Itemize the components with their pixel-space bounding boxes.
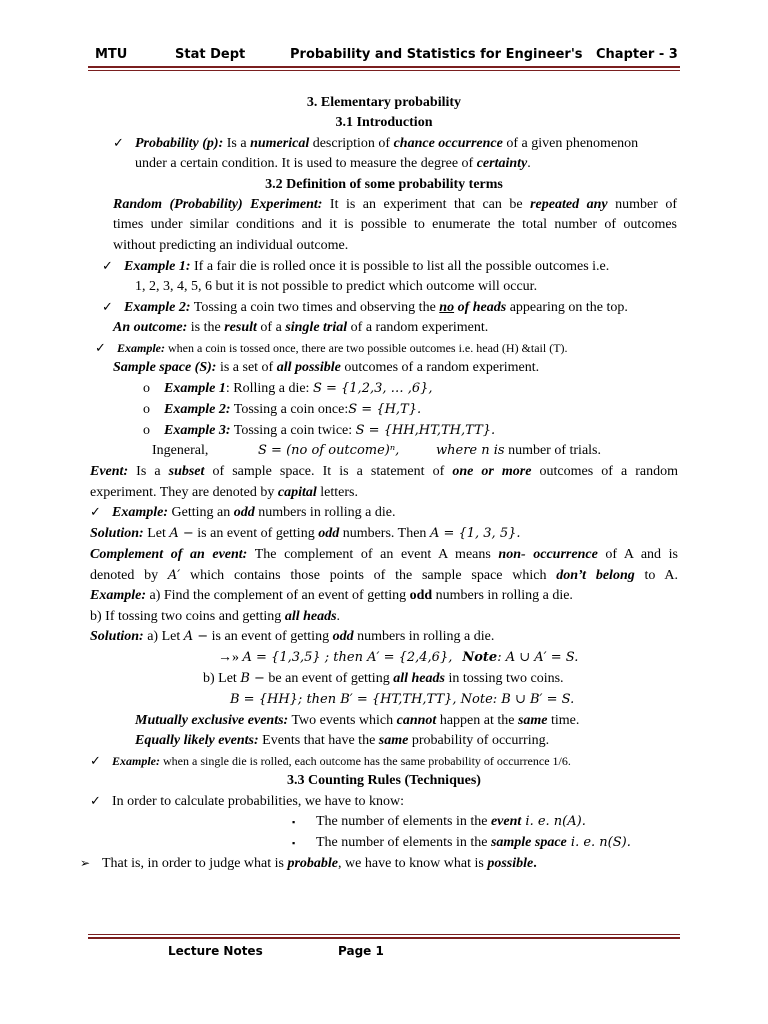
sample-space-example-3: o Example 3: Tossing a coin twice: S = {HH,HT,TH,TT}. bbox=[143, 423, 496, 438]
footer-page-number: Page 1 bbox=[338, 944, 384, 958]
square-bullet-icon: ▪ bbox=[292, 838, 296, 848]
header-rule-thin bbox=[88, 70, 680, 71]
check-icon: ✓ bbox=[102, 300, 113, 315]
footer-rule-thin bbox=[88, 934, 680, 935]
outcome-definition: An outcome: is the result of a single trial of a random experiment. bbox=[113, 320, 489, 335]
complement-solution-b: b) Let B − be an event of getting all heads in tossing two coins. bbox=[203, 671, 564, 686]
counting-rules-intro: ✓ In order to calculate probabilities, we have to know: bbox=[90, 794, 404, 809]
complement-solution-a-result: →» A = {1,3,5} ; then A′ = {2,4,6}, Note: A ∪ A′ = S. bbox=[218, 650, 579, 665]
counting-rule-1: ▪ The number of elements in the event i. e. n(A). bbox=[292, 814, 586, 829]
random-experiment-line2: times under similar conditions and it is possible to enumerate the total number of outcomes bbox=[113, 217, 677, 232]
sample-space-example-1: o Example 1: Rolling a die: S = {1,2,3, … ,6}, bbox=[143, 381, 433, 396]
complement-example-b: b) If tossing two coins and getting all heads. bbox=[90, 609, 341, 624]
bullet-icon: o bbox=[143, 423, 150, 438]
event-solution: Solution: Let A − is an event of getting odd numbers. Then A = {1, 3, 5}. bbox=[90, 526, 521, 541]
mutually-exclusive-definition: Mutually exclusive events: Two events which cannot happen at the same time. bbox=[135, 713, 580, 728]
sample-space-example-2: o Example 2: Tossing a coin once:S = {H,T}. bbox=[143, 402, 422, 417]
bullet-icon: o bbox=[143, 402, 150, 417]
random-experiment-line3: without predicting an individual outcome. bbox=[113, 238, 349, 253]
section-3-3-heading: 3.3 Counting Rules (Techniques) bbox=[287, 773, 481, 788]
section-3-1-heading: 3.1 Introduction bbox=[335, 115, 433, 130]
check-icon: ✓ bbox=[95, 341, 106, 356]
equally-likely-definition: Equally likely events: Events that have the same probability of occurring. bbox=[135, 733, 550, 748]
page-header bbox=[0, 47, 768, 65]
header-institution: MTU bbox=[95, 47, 128, 62]
event-definition: Event: Is a subset of sample space. It is a statement of one or more outcomes of a random bbox=[90, 464, 679, 479]
example-1: ✓ Example 1: If a fair die is rolled once it is possible to list all the possible outcomes i.e. bbox=[102, 259, 610, 274]
example-2: ✓ Example 2: Tossing a coin two times and observing the no of heads appearing on the top. bbox=[102, 300, 628, 315]
complement-solution-b-result: B = {HH}; then B′ = {HT,TH,TT}, Note: B ∪ B′ = S. bbox=[230, 692, 575, 707]
footer-lecture-notes: Lecture Notes bbox=[168, 944, 263, 958]
section-3-2-heading: 3.2 Definition of some probability terms bbox=[265, 177, 503, 192]
probability-definition-cont: under a certain condition. It is used to measure the degree of certainty. bbox=[135, 156, 531, 171]
arrow-bullet-icon: ➢ bbox=[80, 856, 91, 870]
general-formula: Ingeneral, S = (no of outcome)ⁿ, where n is number of trials. bbox=[152, 443, 601, 458]
random-experiment-definition: Random (Probability) Experiment: It is an experiment that can be repeated any number of bbox=[113, 197, 677, 212]
counting-rule-2: ▪ The number of elements in the sample space i. e. n(S). bbox=[292, 835, 631, 850]
complement-example-a: Example: a) Find the complement of an event of getting odd numbers in rolling a die. bbox=[90, 588, 573, 603]
header-chapter: Chapter - 3 bbox=[596, 47, 678, 62]
square-bullet-icon: ▪ bbox=[292, 817, 296, 827]
equally-likely-example: ✓ Example: when a single die is rolled, each outcome has the same probability of occurrence 1/6. bbox=[90, 754, 571, 769]
event-example: ✓ Example: Getting an odd numbers in rolling a die. bbox=[90, 505, 396, 520]
probability-definition: ✓ Probability (p): Is a numerical description of chance occurrence of a given phenomenon bbox=[113, 136, 639, 151]
event-definition-cont: experiment. They are denoted by capital letters. bbox=[90, 485, 359, 500]
possible-statement: ➢ That is, in order to judge what is probable, we have to know what is possible. bbox=[80, 856, 537, 871]
header-course: Probability and Statistics for Engineer's bbox=[290, 47, 583, 62]
chapter-title: 3. Elementary probability bbox=[306, 95, 462, 110]
header-department: Stat Dept bbox=[175, 47, 246, 62]
footer-rule bbox=[88, 937, 680, 939]
check-icon: ✓ bbox=[113, 136, 124, 151]
complement-definition: Complement of an event: The complement of an event A means non- occurrence of A and is bbox=[90, 547, 678, 562]
sample-space-definition: Sample space (S): is a set of all possible outcomes of a random experiment. bbox=[113, 360, 540, 375]
header-rule bbox=[88, 66, 680, 68]
check-icon: ✓ bbox=[90, 754, 101, 769]
check-icon: ✓ bbox=[90, 505, 101, 520]
complement-definition-cont: denoted by A′ which contains those points of the sample space which don’t belong to A. bbox=[90, 568, 678, 583]
complement-solution-a: Solution: a) Let A − is an event of getting odd numbers in rolling a die. bbox=[90, 629, 495, 644]
bullet-icon: o bbox=[143, 381, 150, 396]
outcome-example: ✓ Example: when a coin is tossed once, there are two possible outcomes i.e. head (H) &tail (T). bbox=[95, 341, 568, 356]
check-icon: ✓ bbox=[102, 259, 113, 274]
check-icon: ✓ bbox=[90, 794, 101, 809]
example-1-cont: 1, 2, 3, 4, 5, 6 but it is not possible to predict which outcome will occur. bbox=[135, 279, 538, 294]
